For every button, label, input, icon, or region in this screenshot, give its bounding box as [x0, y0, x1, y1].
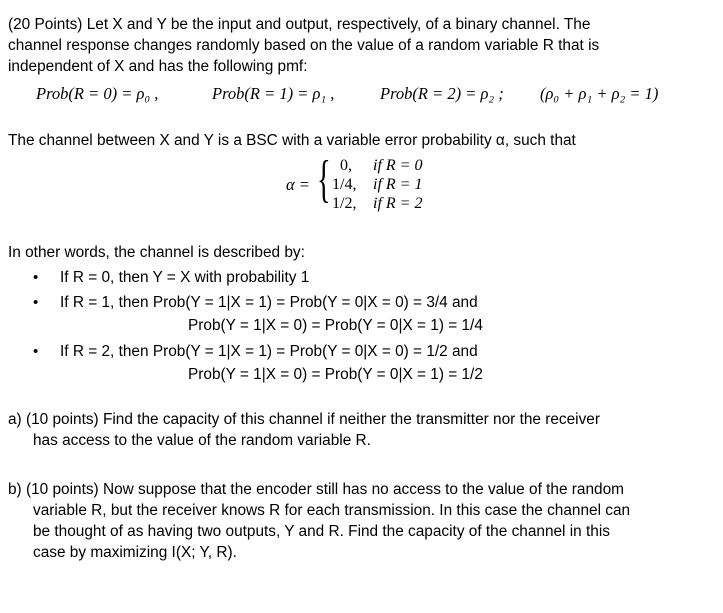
alpha-case-0-condition: if R = 0 [373, 157, 423, 174]
intro-line-3: independent of X and has the following pmf: [8, 58, 308, 75]
bullet-2-line-1: If R = 1, then Prob(Y = 1|X = 1) = Prob(Y = 0|X = 0) = 3/4 and [60, 294, 478, 311]
alpha-equals: α = [286, 175, 310, 194]
bullet-icon: • [33, 343, 39, 360]
part-a-line-1: a) (10 points) Find the capacity of this channel if neither the transmitter nor the receiver [8, 411, 600, 428]
bsc-line: The channel between X and Y is a BSC with a variable error probability α, such that [8, 132, 576, 149]
pmf-sum: (ρ₀ + ρ₁ + ρ₂ = 1) [540, 84, 659, 103]
intro-line-2: channel response changes randomly based on the value of a random variable R that is [8, 37, 600, 54]
part-b-line-4: case by maximizing I(X; Y, R). [33, 544, 237, 561]
bullet-icon: • [33, 269, 39, 286]
bullet-3-line-1: If R = 2, then Prob(Y = 1|X = 1) = Prob(Y = 0|X = 0) = 1/2 and [60, 343, 478, 360]
bullet-2-line-2: Prob(Y = 1|X = 0) = Prob(Y = 0|X = 1) = 1/4 [188, 317, 483, 334]
other-words-line: In other words, the channel is described by: [8, 244, 305, 261]
part-b-line-2: variable R, but the receiver knows R for each transmission. In this case the channel can [33, 502, 631, 519]
part-b-line-1: b) (10 points) Now suppose that the encoder still has no access to the value of the random [8, 481, 624, 498]
alpha-case-1-value: 1/4, [332, 176, 357, 193]
bullet-icon: • [33, 294, 39, 311]
bullet-1-line-1: If R = 0, then Y = X with probability 1 [60, 269, 310, 286]
pmf-r1: Prob(R = 1) = ρ₁ , [212, 84, 335, 103]
left-brace-icon: { [317, 151, 331, 208]
part-b-line-3: be thought of as having two outputs, Y and R. Find the capacity of the channel in this [33, 523, 610, 540]
pmf-r0: Prob(R = 0) = ρ₀ , [36, 84, 159, 103]
intro-line-1: (20 Points) Let X and Y be the input and output, respectively, of a binary channel. The [8, 16, 591, 33]
alpha-case-2-condition: if R = 2 [373, 195, 423, 212]
pmf-r2: Prob(R = 2) = ρ₂ ; [380, 84, 504, 103]
alpha-case-0-value: 0, [340, 157, 352, 174]
bullet-3-line-2: Prob(Y = 1|X = 0) = Prob(Y = 0|X = 1) = 1/2 [188, 366, 483, 383]
alpha-case-1-condition: if R = 1 [373, 176, 423, 193]
part-a-line-2: has access to the value of the random variable R. [33, 432, 371, 449]
alpha-case-2-value: 1/2, [332, 195, 357, 212]
